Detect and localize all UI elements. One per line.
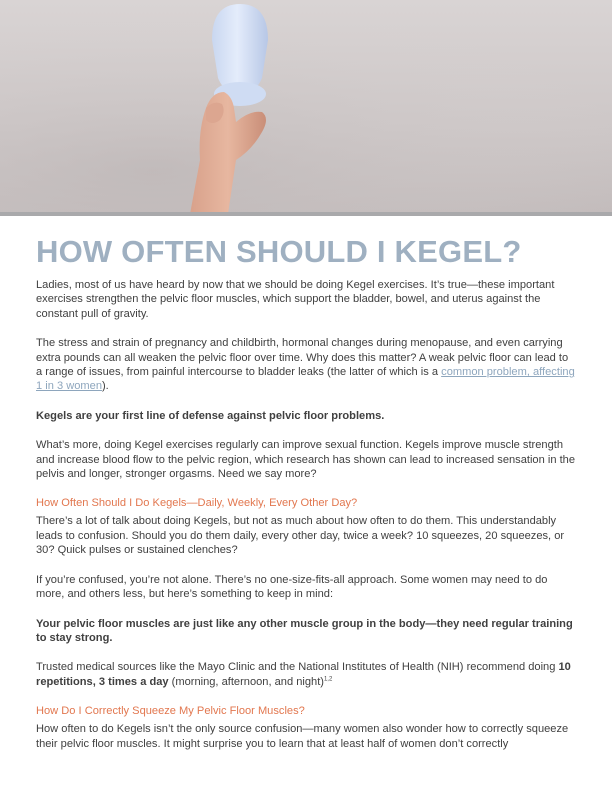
page-title: HOW OFTEN SHOULD I KEGEL? xyxy=(36,234,522,269)
paragraph-end: ). xyxy=(101,380,109,393)
pelvic-floor-paragraph xyxy=(36,336,576,394)
not-alone-paragraph: If you’re confused, you’re not alone. There’s no one-size-fits-all approach. Some women may need to do more, and others less, but here’s something to keep in mind: xyxy=(36,573,548,601)
confusion-paragraph: There’s a lot of talk about doing Kegels, but not as much about how often to do them. This understandably leads to confusion. Should you do them daily, every other day, twice a week? 10 squeezes, 20 squeezes, or 30? Quick pulses or sustained clenches? xyxy=(36,515,565,557)
squeeze-paragraph: How often to do Kegels isn’t the only source confusion—many women also wonder how to correctly squeeze their pelvic floor muscles. It might surprise you to learn that at least half of women don’t correctly xyxy=(36,723,569,750)
paragraph-text: The stress and strain of pregnancy and childbirth, hormonal changes during menopause, and even carrying extra pounds can all weaken the pelvic floor over time. Why does this matter? A weak pelvic floor can lead to a range of issues, from painful intercourse to bladder leaks (the latter of which is a xyxy=(36,337,569,379)
hero-divider xyxy=(0,212,612,216)
statistic-link[interactable]: common problem, affecting 1 in 3 women xyxy=(36,366,575,393)
paragraph-end: (morning, afternoon, and night) xyxy=(168,675,324,688)
first-line-defense-paragraph: Kegels are your first line of defense against pelvic floor problems. xyxy=(36,409,385,422)
sexual-function-paragraph: What’s more, doing Kegel exercises regularly can improve sexual function. Kegels improve muscle strength and increase blood flow to the pelvic region, which research has shown can lead to increased sensation in the pelvis and longer, stronger orgasms. Need we say more? xyxy=(36,439,575,481)
citation-superscript: 1,2 xyxy=(323,676,333,683)
intro-paragraph: Ladies, most of us have heard by now that we should be doing Kegel exercises. It’s true—these important exercises strengthen the pelvic floor muscles, which support the bladder, bowel, and uterus against the constant pull of gravity. xyxy=(36,279,555,320)
section-heading-how-often: How Often Should I Do Kegels—Daily, Weekly, Every Other Day? xyxy=(36,497,358,510)
recommendation-paragraph xyxy=(36,660,576,689)
muscle-training-paragraph: Your pelvic floor muscles are just like any other muscle group in the body—they need regular training to stay strong. xyxy=(36,617,573,644)
repetitions-emphasis: 10 repetitions, 3 times a day xyxy=(36,661,571,688)
hand-holding-device-illustration xyxy=(0,0,612,214)
hero-image xyxy=(0,0,612,214)
section-heading-how-to-squeeze: How Do I Correctly Squeeze My Pelvic Floor Muscles? xyxy=(36,705,305,718)
article-body xyxy=(36,232,576,766)
paragraph-text: Trusted medical sources like the Mayo Clinic and the National Institutes of Health (NIH) recommend doing xyxy=(36,661,559,674)
